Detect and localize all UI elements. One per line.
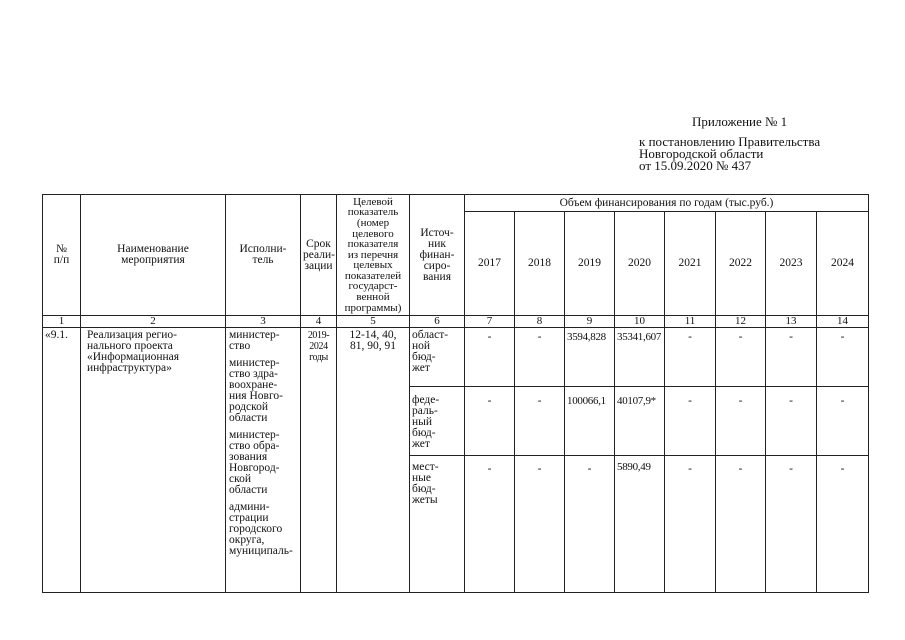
event-name xyxy=(81,328,226,593)
text-line: муниципаль- xyxy=(229,545,293,557)
value-cell: - xyxy=(766,387,817,456)
value-cell: - xyxy=(716,387,766,456)
text-line: жет xyxy=(412,362,430,374)
text-line: из перечня xyxy=(347,248,399,261)
column-number: 8 xyxy=(515,316,565,328)
header-year: 2021 xyxy=(665,212,716,316)
header-year: 2023 xyxy=(766,212,817,316)
text-lines xyxy=(339,330,407,352)
text-lines xyxy=(83,244,223,266)
text-line: городского xyxy=(229,523,283,535)
value-cell: - xyxy=(766,328,817,387)
column-number: 6 xyxy=(410,316,465,328)
header-executor xyxy=(226,195,301,316)
text-line: 2019- xyxy=(307,330,330,341)
text-line: венной xyxy=(356,291,390,304)
column-number: 2 xyxy=(81,316,226,328)
column-number: 5 xyxy=(337,316,410,328)
column-number: 3 xyxy=(226,316,301,328)
text-line: нального проекта xyxy=(87,340,173,352)
value-cell: - xyxy=(515,387,565,456)
text-line: жет xyxy=(412,438,430,450)
column-number: 4 xyxy=(301,316,337,328)
funding-table xyxy=(42,194,869,593)
appendix-title: Приложение № 1 xyxy=(692,114,788,129)
header-year: 2022 xyxy=(716,212,766,316)
executor-education-ministry xyxy=(229,430,298,496)
value-cell: - xyxy=(766,456,817,593)
text-line: Наименование xyxy=(117,243,189,255)
text-line: министер- xyxy=(229,429,280,441)
text-line: 2024 xyxy=(309,341,328,352)
header-year: 2024 xyxy=(817,212,869,316)
value-cell: - xyxy=(465,387,515,456)
text-line: инфраструктура» xyxy=(87,362,172,374)
text-line: ник xyxy=(428,237,446,250)
text-line: страции xyxy=(229,512,269,524)
text-line: вания xyxy=(423,270,451,283)
column-number: 13 xyxy=(766,316,817,328)
value-cell: - xyxy=(665,328,716,387)
text-line: «Информационная xyxy=(87,351,180,363)
text-line: Новгород- xyxy=(229,462,280,474)
text-line: министер- xyxy=(229,329,280,341)
header-term xyxy=(301,195,337,316)
text-line: Источ- xyxy=(420,226,454,239)
text-line: № xyxy=(56,243,67,255)
text-line: ный xyxy=(412,416,433,428)
header-year: 2018 xyxy=(515,212,565,316)
text-line: целевых xyxy=(353,259,393,272)
text-line: Реализация регио- xyxy=(87,329,178,341)
source-federal-budget xyxy=(410,387,465,456)
appendix-block xyxy=(639,116,820,172)
executor-cell xyxy=(226,328,301,593)
text-line: жеты xyxy=(412,494,438,506)
target-indicators xyxy=(337,328,410,593)
column-number-row xyxy=(43,316,869,328)
text-lines xyxy=(412,228,462,283)
column-number: 7 xyxy=(465,316,515,328)
text-line: зования xyxy=(229,451,268,463)
text-line: феде- xyxy=(412,394,440,406)
text-line: зации xyxy=(304,259,333,272)
text-line: тель xyxy=(252,254,274,266)
value-cell: - xyxy=(716,328,766,387)
text-line: Исполни- xyxy=(239,243,287,255)
appendix-line-2: Новгородской области xyxy=(639,146,764,161)
executor-health-ministry xyxy=(229,358,298,424)
header-source xyxy=(410,195,465,316)
value-cell: 100066,1 xyxy=(565,387,615,456)
text-lines xyxy=(303,330,334,363)
source-local-budgets xyxy=(410,456,465,593)
header-year: 2019 xyxy=(565,212,615,316)
text-line: воохране- xyxy=(229,379,278,391)
text-line: ные xyxy=(412,472,431,484)
text-line: программы) xyxy=(344,301,402,314)
appendix-line-1: к постановлению Правительства xyxy=(639,134,821,149)
text-line: реали- xyxy=(303,248,335,261)
column-number: 10 xyxy=(615,316,665,328)
text-line: ской xyxy=(229,473,252,485)
implementation-term xyxy=(301,328,337,593)
column-number: 1 xyxy=(43,316,81,328)
text-line: Срок xyxy=(306,237,331,250)
text-line: 12-14, 40, xyxy=(349,329,397,341)
column-number: 12 xyxy=(716,316,766,328)
header-target xyxy=(337,195,410,316)
text-line: бюд- xyxy=(412,483,436,495)
value-cell: - xyxy=(716,456,766,593)
text-line: области xyxy=(229,484,268,496)
text-line: бюд- xyxy=(412,427,436,439)
header-year: 2020 xyxy=(615,212,665,316)
text-line: государст- xyxy=(348,280,398,293)
text-line: показатель xyxy=(347,206,399,219)
value-cell: - xyxy=(515,456,565,593)
column-number: 9 xyxy=(565,316,615,328)
text-line: бюд- xyxy=(412,351,436,363)
value-cell: - xyxy=(465,328,515,387)
text-line: финан- xyxy=(419,248,455,261)
text-lines xyxy=(339,197,407,314)
text-lines xyxy=(228,244,298,266)
value-cell: 40107,9* xyxy=(615,387,665,456)
header-num xyxy=(43,195,81,316)
text-line: раль- xyxy=(412,405,438,417)
column-number: 14 xyxy=(817,316,869,328)
value-cell: 3594,828 xyxy=(565,328,615,387)
text-line: округа, xyxy=(229,534,265,546)
value-cell: 5890,49 xyxy=(615,456,665,593)
header-year: 2017 xyxy=(465,212,515,316)
text-line: показателей xyxy=(344,269,402,282)
text-line: Целевой xyxy=(353,195,393,208)
header-row-1 xyxy=(43,195,869,212)
text-line: ной xyxy=(412,340,431,352)
text-lines xyxy=(303,239,334,272)
text-line: ство обра- xyxy=(229,440,280,452)
text-line: сиро- xyxy=(423,259,451,272)
text-line: родской xyxy=(229,401,269,413)
text-line: министер- xyxy=(229,357,280,369)
text-line: (номер xyxy=(356,216,390,229)
value-cell: 35341,607 xyxy=(615,328,665,387)
value-cell: - xyxy=(817,456,869,593)
value-cell: - xyxy=(665,456,716,593)
text-line: мест- xyxy=(412,461,439,473)
text-line: мероприятия xyxy=(121,254,185,266)
value-cell: - xyxy=(515,328,565,387)
text-line: ство здра- xyxy=(229,368,278,380)
text-line: целевого xyxy=(352,227,394,240)
header-name xyxy=(81,195,226,316)
executor-administrations xyxy=(229,502,298,557)
text-line: п/п xyxy=(53,254,70,266)
text-line: 81, 90, 91 xyxy=(350,340,396,352)
text-lines xyxy=(87,330,223,374)
appendix-line-3: от 15.09.2020 № 437 xyxy=(639,158,752,173)
text-line: области xyxy=(229,412,268,424)
text-lines xyxy=(45,244,78,266)
source-regional-budget xyxy=(410,328,465,387)
value-cell: - xyxy=(465,456,515,593)
value-cell: - xyxy=(817,387,869,456)
text-line: админи- xyxy=(229,501,270,513)
data-row-regional-budget xyxy=(43,328,869,387)
text-lines xyxy=(412,462,462,506)
text-lines xyxy=(412,395,462,450)
value-cell: - xyxy=(817,328,869,387)
text-line: показателя xyxy=(347,238,399,251)
text-line: област- xyxy=(412,329,449,341)
header-funding: Объем финансирования по годам (тыс.руб.) xyxy=(465,195,869,212)
value-cell: - xyxy=(665,387,716,456)
text-line: ство xyxy=(229,340,251,352)
text-line: годы xyxy=(309,352,328,363)
text-line: ния Новго- xyxy=(229,390,283,402)
value-cell: - xyxy=(565,456,615,593)
executor-ministry xyxy=(229,330,298,352)
text-lines xyxy=(412,330,462,374)
row-number: «9.1. xyxy=(43,328,81,593)
column-number: 11 xyxy=(665,316,716,328)
